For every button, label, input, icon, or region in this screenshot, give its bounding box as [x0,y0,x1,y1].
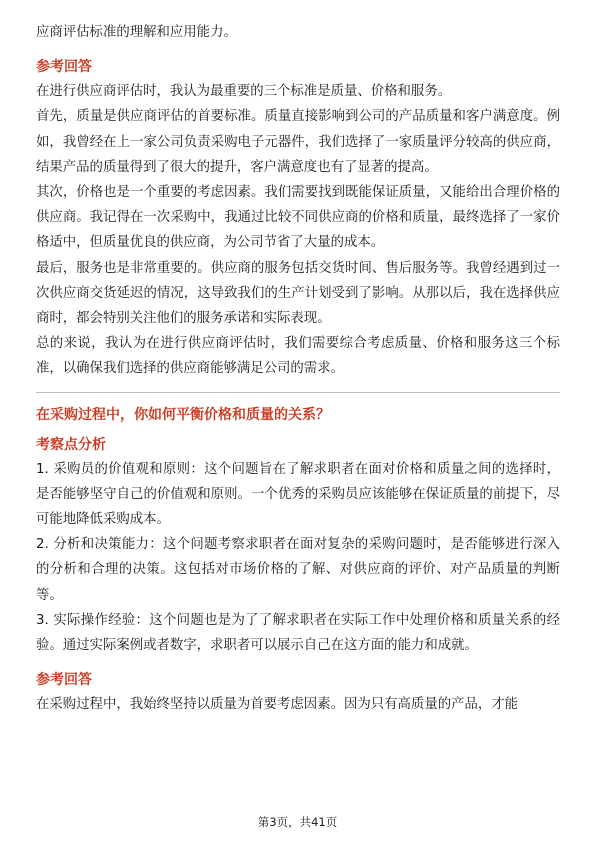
section-divider [36,392,560,393]
answer-paragraph: 首先，质量是供应商评估的首要标准。质量直接影响到公司的产品质量和客户满意度。例如，我曾经在上一家公司负责采购电子元器件，我们选择了一家质量评分较高的供应商，结果产品的质量得到了很大的提升，客户满意度也有了显著的提高。 [36,109,560,175]
analysis-point: 1. 采购员的价值观和原则：这个问题旨在了解求职者在面对价格和质量之间的选择时，是否能够坚守自己的价值观和原则。一个优秀的采购员应该能够在保证质量的前提下，尽可能地降低采购成本。 [36,461,560,528]
analysis-point: 2. 分析和决策能力：这个问题考察求职者在面对复杂的采购问题时，是否能够进行深入的分析和合理的决策。这包括对市场价格的了解、对供应商的评价、对产品质量的判断等。 [36,537,560,603]
reference-answer-label: 参考回答 [36,59,92,76]
answer-paragraph: 最后，服务也是非常重要的。供应商的服务包括交货时间、售后服务等。我曾经遇到过一次供应商交货延迟的情况，这导致我们的生产计划受到了影响。从那以后，我在选择供应商时，都会特别关注他们的服务承诺和实际表现。 [36,260,560,327]
page-number: 第3页，共41页 [257,815,338,829]
answer-paragraph: 其次，价格也是一个重要的考虑因素。我们需要找到既能保证质量，又能给出合理价格的供应商。我记得在一次采购中，我通过比较不同供应商的价格和质量，最终选择了一家价格适中，但质量优良的供应商，为公司节省了大量的成本。 [36,185,560,251]
reference-answer-label: 参考回答 [36,672,92,689]
analysis-point: 3. 实际操作经验：这个问题也是为了了解求职者在实际工作中处理价格和质量关系的经验。通过实际案例或者数字，求职者可以展示自己在这方面的能力和成就。 [36,612,560,654]
answer-paragraph: 总的来说，我认为在进行供应商评估时，我们需要综合考虑质量、价格和服务这三个标准，以确保我们选择的供应商能够满足公司的需求。 [36,336,560,377]
answer-paragraph: 在进行供应商评估时，我认为最重要的三个标准是质量、价格和服务。 [36,84,452,100]
answer-paragraph: 在采购过程中，我始终坚持以质量为首要考虑因素。因为只有高质量的产品，才能 [36,697,519,713]
question-title: 在采购过程中，你如何平衡价格和质量的关系？ [36,406,330,423]
analysis-label: 考察点分析 [36,436,106,453]
intro-line: 应商评估标准的理解和应用能力。 [36,25,237,40]
page-content [36,20,560,717]
